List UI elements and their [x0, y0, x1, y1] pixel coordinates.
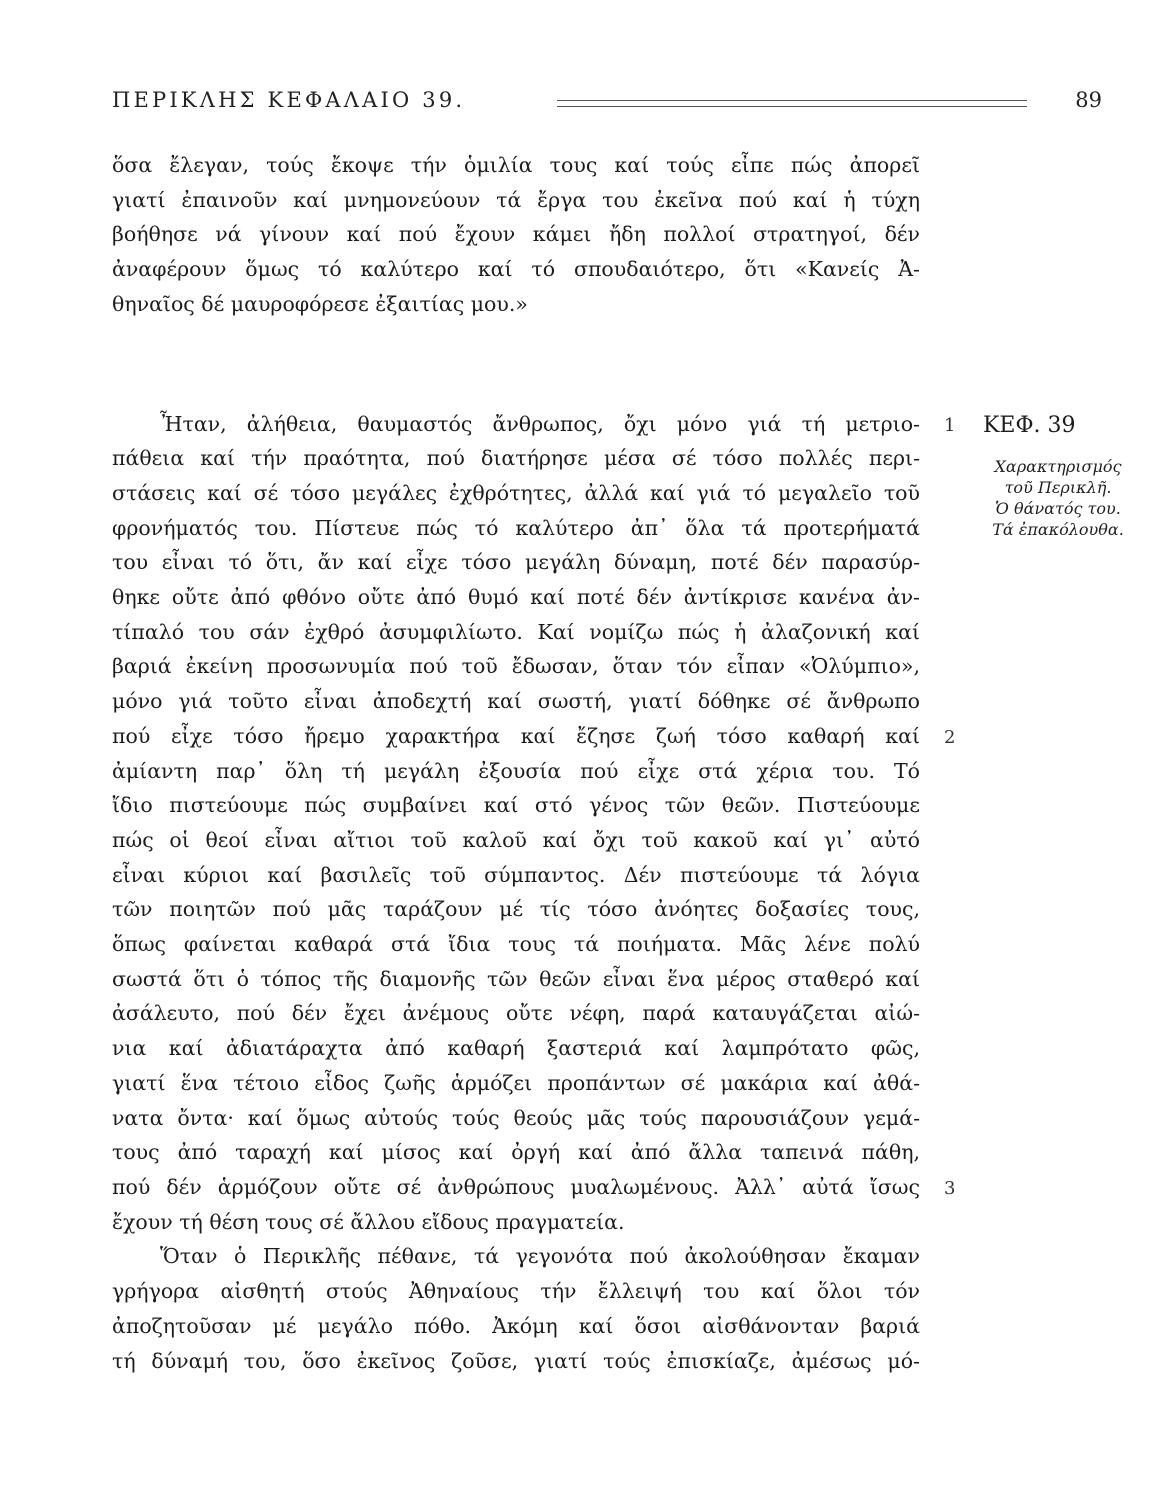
- text-line: νατα ὄντα· καί ὅμως αὐτούς τούς θεούς μᾶς τούς παρουσιάζουν γεμά-: [112, 1105, 920, 1130]
- text-line: γιατί ἐπαινοῦν καί μνημονεύουν τά ἔργα του ἐκεῖνα πού καί ἡ τύχη: [112, 187, 920, 212]
- section-number: 1: [944, 415, 956, 436]
- text-line: μόνο γιά τοῦτο εἶναι ἀποδεχτή καί σωστή, γιατί δόθηκε σέ ἄνθρωπο: [112, 689, 920, 714]
- text-line: πού εἶχε τόσο ἤρεμο χαρακτήρα καί ἔζησε ζωή τόσο καθαρή καί: [112, 723, 920, 748]
- text-line: τῶν ποιητῶν πού μᾶς ταράζουν μέ τίς τόσο ἀνόητες δοξασίες τους,: [112, 897, 920, 922]
- text-line: νια καί ἀδιατάραχτα ἀπό καθαρή ξαστεριά καί λαμπρότατο φῶς,: [112, 1036, 920, 1061]
- margin-note-line: τοῦ Περικλῆ.: [1004, 478, 1112, 497]
- text-line: πού δέν ἁρμόζουν οὔτε σέ ἀνθρώπους μυαλωμένους. Ἀλλ᾽ αὐτά ἴσως: [112, 1174, 920, 1199]
- margin-note-line: Χαρακτηρισμός: [994, 457, 1122, 476]
- paragraph-3: [112, 1239, 920, 1378]
- page-number: 89: [1075, 88, 1102, 112]
- text-line: θηκε οὔτε ἀπό φθόνο οὔτε ἀπό θυμό καί ποτέ δέν ἀντίκρισε κανένα ἀν-: [112, 585, 920, 610]
- text-line: πώς οἱ θεοί εἶναι αἴτιοι τοῦ καλοῦ καί ὄχι τοῦ κακοῦ καί γι᾽ αὐτό: [112, 827, 920, 852]
- margin-note-line: Ὁ θάνατός του.: [995, 499, 1121, 518]
- text-line: σωστά ὅτι ὁ τόπος τῆς διαμονῆς τῶν θεῶν εἶναι ἕνα μέρος σταθερό καί: [112, 966, 920, 991]
- margin-chapter-title: ΚΕΦ. 39: [983, 413, 1076, 438]
- page-header: [112, 82, 1102, 122]
- margin-note-line: Τά ἐπακόλουθα.: [992, 520, 1124, 539]
- text-line: τους ἀπό ταραχή καί μίσος καί ὀργή καί ἀπό ἄλλα ταπεινά πάθη,: [112, 1140, 920, 1165]
- running-head: ΠΕΡΙΚΛΗΣ ΚΕΦΑΛΑΙΟ 39.: [112, 88, 466, 112]
- text-line: ἀμίαντη παρ᾽ ὅλη τή μεγάλη ἐξουσία πού εἶχε στά χέρια του. Τό: [112, 758, 920, 783]
- text-line: βαριά ἐκείνη προσωνυμία πού τοῦ ἔδωσαν, ὅταν τόν εἶπαν «Ὀλύμπιο»,: [112, 654, 920, 679]
- text-line: εἶναι κύριοι καί βασιλεῖς τοῦ σύμπαντος. Δέν πιστεύουμε τά λόγια: [112, 862, 920, 887]
- text-line: ὅπως φαίνεται καθαρά στά ἴδια τους τά ποιήματα. Μᾶς λένε πολύ: [112, 932, 920, 957]
- text-line: ἴδιο πιστεύουμε πώς συμβαίνει καί στό γένος τῶν θεῶν. Πιστεύουμε: [112, 793, 920, 818]
- text-line: ἀσάλευτο, πού δέν ἔχει ἀνέμους οὔτε νέφη, παρά καταυγάζεται αἰώ-: [112, 1001, 920, 1026]
- paragraph-2: [112, 407, 920, 1240]
- text-line: βοήθησε νά γίνουν καί πού ἔχουν κάμει ἤδη πολλοί στρατηγοί, δέν: [112, 222, 920, 247]
- text-line: θηναῖος δέ μαυροφόρεσε ἐξαιτίας μου.»: [112, 291, 528, 316]
- text-line: του εἶναι τό ὅτι, ἄν καί εἶχε τόσο μεγάλη δύναμη, ποτέ δέν παρασύρ-: [112, 550, 920, 575]
- text-line: στάσεις καί σέ τόσο μεγάλες ἐχθρότητες, ἀλλά καί γιά τό μεγαλεῖο τοῦ: [112, 480, 920, 505]
- text-line: ὅσα ἔλεγαν, τούς ἔκοψε τήν ὁμιλία τους καί τούς εἶπε πώς ἀπορεῖ: [112, 153, 920, 177]
- text-line: ἀναφέρουν ὅμως τό καλύτερο καί τό σπουδαιότερο, ὅτι «Κανείς Ἀ-: [112, 257, 920, 282]
- text-line: γρήγορα αἰσθητή στούς Ἀθηναίους τήν ἔλλειψή του καί ὅλοι τόν: [112, 1279, 920, 1304]
- header-rule: [557, 100, 1027, 107]
- paragraph-1: [112, 148, 920, 322]
- section-number: 3: [944, 1178, 956, 1199]
- text-line: Ὅταν ὁ Περικλῆς πέθανε, τά γεγονότα πού ἀκολούθησαν ἔκαμαν: [160, 1244, 920, 1269]
- text-line: Ἦταν, ἀλήθεια, θαυμαστός ἄνθρωπος, ὄχι μόνο γιά τή μετριο-: [160, 411, 920, 436]
- text-line: τίπαλό του σάν ἐχθρό ἀσυμφιλίωτο. Καί νομίζω πώς ἡ ἀλαζονική καί: [112, 619, 920, 644]
- text-line: γιατί ἕνα τέτοιο εἶδος ζωῆς ἁρμόζει προπάντων σέ μακάρια καί ἀθά-: [112, 1070, 920, 1095]
- body-text: [112, 148, 920, 1378]
- text-line: πάθεια καί τήν πραότητα, πού διατήρησε μέσα σέ τόσο πολλές περι-: [112, 446, 920, 471]
- text-line: ἔχουν τή θέση τους σέ ἄλλου εἴδους πραγματεία.: [112, 1209, 625, 1234]
- text-line: τή δύναμή του, ὅσο ἐκεῖνος ζοῦσε, γιατί τούς ἐπισκίαζε, ἀμέσως μό-: [112, 1348, 920, 1373]
- text-line: ἀποζητοῦσαν μέ μεγάλο πόθο. Ἀκόμη καί ὅσοι αἰσθάνονταν βαριά: [112, 1313, 920, 1338]
- paragraph-gap: [112, 322, 920, 407]
- margin-summary-note: [978, 456, 1138, 540]
- section-number: 2: [944, 727, 956, 748]
- text-line: φρονήματός του. Πίστευε πώς τό καλύτερο ἀπ᾽ ὅλα τά προτερήματά: [112, 515, 920, 540]
